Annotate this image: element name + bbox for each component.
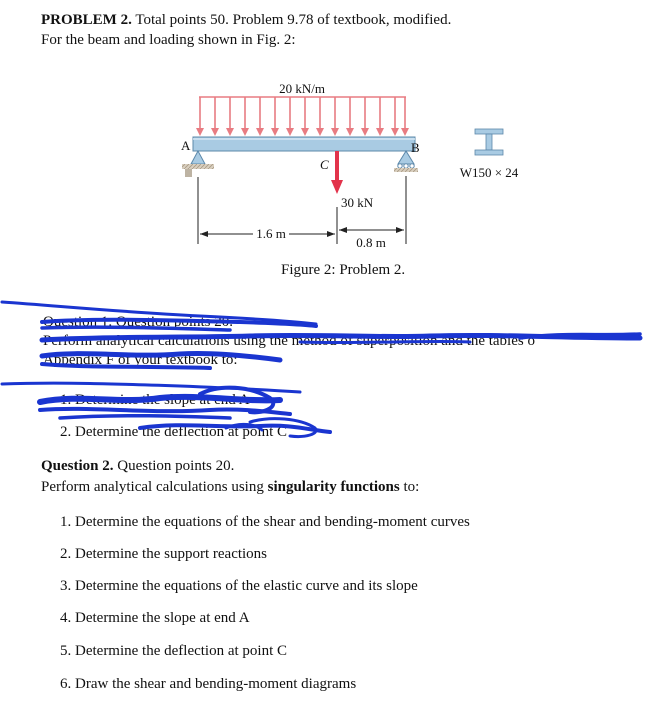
question-1-item-1: 1. Determine the slope at end A [60, 392, 250, 408]
figure-caption: Figure 2: Problem 2. [281, 262, 406, 278]
question-2-points: Question points 20. [117, 458, 235, 474]
question-2-item-2: 2. Determine the support reactions [60, 546, 268, 562]
question-1-line-1: Perform analytical calculations using the method of superposition and the tables o [43, 333, 535, 349]
i-beam-section-icon [475, 129, 503, 155]
pin-support-a [182, 151, 214, 177]
question-2-intro-suffix: to: [403, 479, 420, 495]
dimension-lines [198, 176, 406, 244]
distributed-load-arrows [200, 97, 405, 132]
label-b: B [411, 140, 420, 155]
question-1-header: Question 1. Question points 20. [43, 314, 233, 330]
question-2-header [41, 458, 234, 475]
beam-figure [165, 72, 545, 262]
point-load-arrow [331, 151, 343, 194]
problem-title [41, 11, 451, 30]
label-c: C [320, 157, 329, 172]
question-1-item-2: 2. Determine the deflection at point C [60, 424, 288, 440]
scribble-overlay [0, 298, 660, 440]
question-2-intro [41, 479, 419, 496]
point-load-label: 30 kN [341, 195, 374, 210]
problem-header-text: Total points 50. Problem 9.78 of textbook, modified. [135, 12, 452, 28]
load-label: 20 kN/m [279, 81, 325, 96]
question-2-intro-bold: singularity functions [267, 479, 400, 495]
question-2-label: Question 2. [41, 458, 114, 474]
dimension-1: 1.6 m [256, 226, 286, 241]
dimension-2: 0.8 m [356, 235, 386, 250]
question-2-item-4: 4. Determine the slope at end A [60, 610, 250, 626]
question-2-intro-prefix: Perform analytical calculations using [41, 479, 264, 495]
label-a: A [181, 138, 191, 153]
question-2-item-3: 3. Determine the equations of the elastic curve and its slope [60, 578, 418, 594]
section-label: W150 × 24 [459, 165, 519, 180]
question-2-item-1: 1. Determine the equations of the shear and bending-moment curves [60, 514, 470, 530]
question-1-crossed-out [0, 298, 660, 440]
question-2-item-6: 6. Draw the shear and bending-moment diagrams [60, 676, 357, 692]
question-2-item-5: 5. Determine the deflection at point C [60, 643, 288, 659]
problem-number: PROBLEM 2. [41, 12, 132, 28]
problem-intro: For the beam and loading shown in Fig. 2: [41, 32, 296, 48]
question-1-line-2: Appendix F of your textbook to: [43, 352, 238, 368]
